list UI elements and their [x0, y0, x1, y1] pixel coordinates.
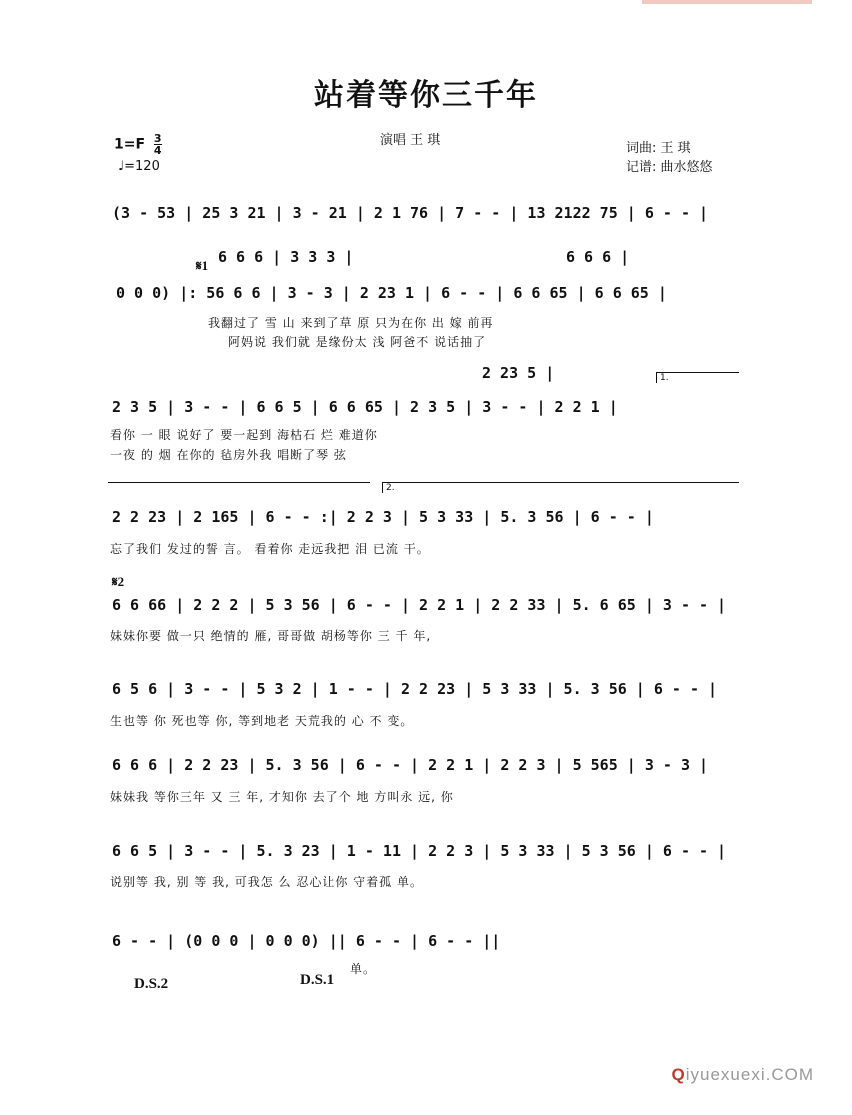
composer-credit: 词曲: 王 琪 — [626, 141, 691, 156]
score-line-4: 2 2 23 | 2 165 | 6 - - :| 2 2 3 | 5 3 33 | 5. 3 56 | 6 - - | — [112, 508, 654, 526]
time-bottom: 4 — [153, 144, 162, 157]
song-title: 站着等你三千年 — [314, 78, 538, 113]
score-line-6: 6 5 6 | 3 - - | 5 3 2 | 1 - - | 2 2 23 | 5 3 33 | 5. 3 56 | 6 - - | — [112, 680, 718, 698]
score-line-3-upper: 2 23 5 | — [482, 364, 555, 382]
lyrics-line-4: 忘了我们 发过的誓 言。 看着你 走远我把 泪 已流 干。 — [110, 542, 430, 556]
watermark-text: iyuexuexi.COM — [685, 1065, 814, 1084]
second-ending-label: 2. — [386, 483, 395, 493]
score-line-2-upper-a: 6 6 6 | 3 3 3 | — [218, 248, 354, 266]
tempo-marking: ♩=120 — [118, 159, 160, 174]
dal-segno-1: D.S.1 — [300, 972, 335, 988]
first-ending-bracket — [656, 372, 739, 383]
lyrics-line-5: 妹妹你要 做一只 绝情的 雁, 哥哥做 胡杨等你 三 千 年, — [110, 629, 432, 643]
time-top: 3 — [153, 132, 162, 145]
lyrics-line-2-verse-2: 阿妈说 我们就 是缘份太 浅 阿爸不 说话抽了 — [228, 335, 487, 349]
score-line-8: 6 6 5 | 3 - - | 5. 3 23 | 1 - 11 | 2 2 3 | 5 3 33 | 5 3 56 | 6 - - | — [112, 842, 727, 860]
time-signature — [154, 133, 162, 156]
segno-1: 𝄋1 — [196, 258, 209, 273]
lyrics-line-7: 妹妹我 等你三年 又 三 年, 才知你 去了个 地 方叫永 远, 你 — [110, 790, 454, 804]
lyrics-line-8: 说别等 我, 别 等 我, 可我怎 么 忍心让你 守着孤 单。 — [110, 875, 423, 889]
dal-segno-2: D.S.2 — [134, 976, 169, 992]
score-line-3: 2 3 5 | 3 - - | 6 6 5 | 6 6 65 | 2 3 5 | 3 - - | 2 2 1 | — [112, 398, 618, 416]
first-ending-label: 1. — [660, 373, 669, 383]
watermark-q-letter: Q — [671, 1065, 686, 1084]
key-label: 1=F — [114, 136, 146, 153]
lyrics-line-3-verse-2: 一夜 的 烟 在你的 毡房外我 唱断了琴 弦 — [110, 448, 347, 462]
lyrics-line-6: 生也等 你 死也等 你, 等到地老 天荒我的 心 不 变。 — [110, 714, 414, 728]
lyrics-line-3-verse-1: 看你 一 眼 说好了 要一起到 海枯石 烂 难道你 — [110, 428, 378, 442]
key-signature — [114, 133, 162, 156]
score-line-2: 0 0 0) |: 56 6 6 | 3 - 3 | 2 23 1 | 6 - - | 6 6 65 | 6 6 65 | — [116, 284, 667, 302]
notation-credit: 记谱: 曲水悠悠 — [626, 160, 713, 175]
score-line-2-upper-b: 6 6 6 | — [566, 248, 630, 266]
score-line-9: 6 - - | (0 0 0 | 0 0 0) || 6 - - | 6 - - || — [112, 932, 501, 950]
first-ending-continuation — [108, 482, 370, 493]
lyrics-line-2-verse-1: 我翻过了 雪 山 来到了草 原 只为在你 出 嫁 前再 — [208, 316, 494, 330]
score-line-1: (3 - 53 | 25 3 21 | 3 - 21 | 2 1 76 | 7 - - | 13 2122 75 | 6 - - | — [112, 204, 709, 222]
singer-credit: 演唱 王 琪 — [380, 133, 441, 148]
site-watermark — [672, 1065, 815, 1085]
lyrics-line-9: 单。 — [350, 962, 377, 976]
segno-2: 𝄋2 — [112, 574, 125, 589]
top-decoration-bar — [642, 0, 812, 4]
score-line-5: 6 6 66 | 2 2 2 | 5 3 56 | 6 - - | 2 2 1 | 2 2 33 | 5. 6 65 | 3 - - | — [112, 596, 727, 614]
score-line-7: 6 6 6 | 2 2 23 | 5. 3 56 | 6 - - | 2 2 1 | 2 2 3 | 5 565 | 3 - 3 | — [112, 756, 709, 774]
second-ending-bracket — [382, 482, 739, 493]
